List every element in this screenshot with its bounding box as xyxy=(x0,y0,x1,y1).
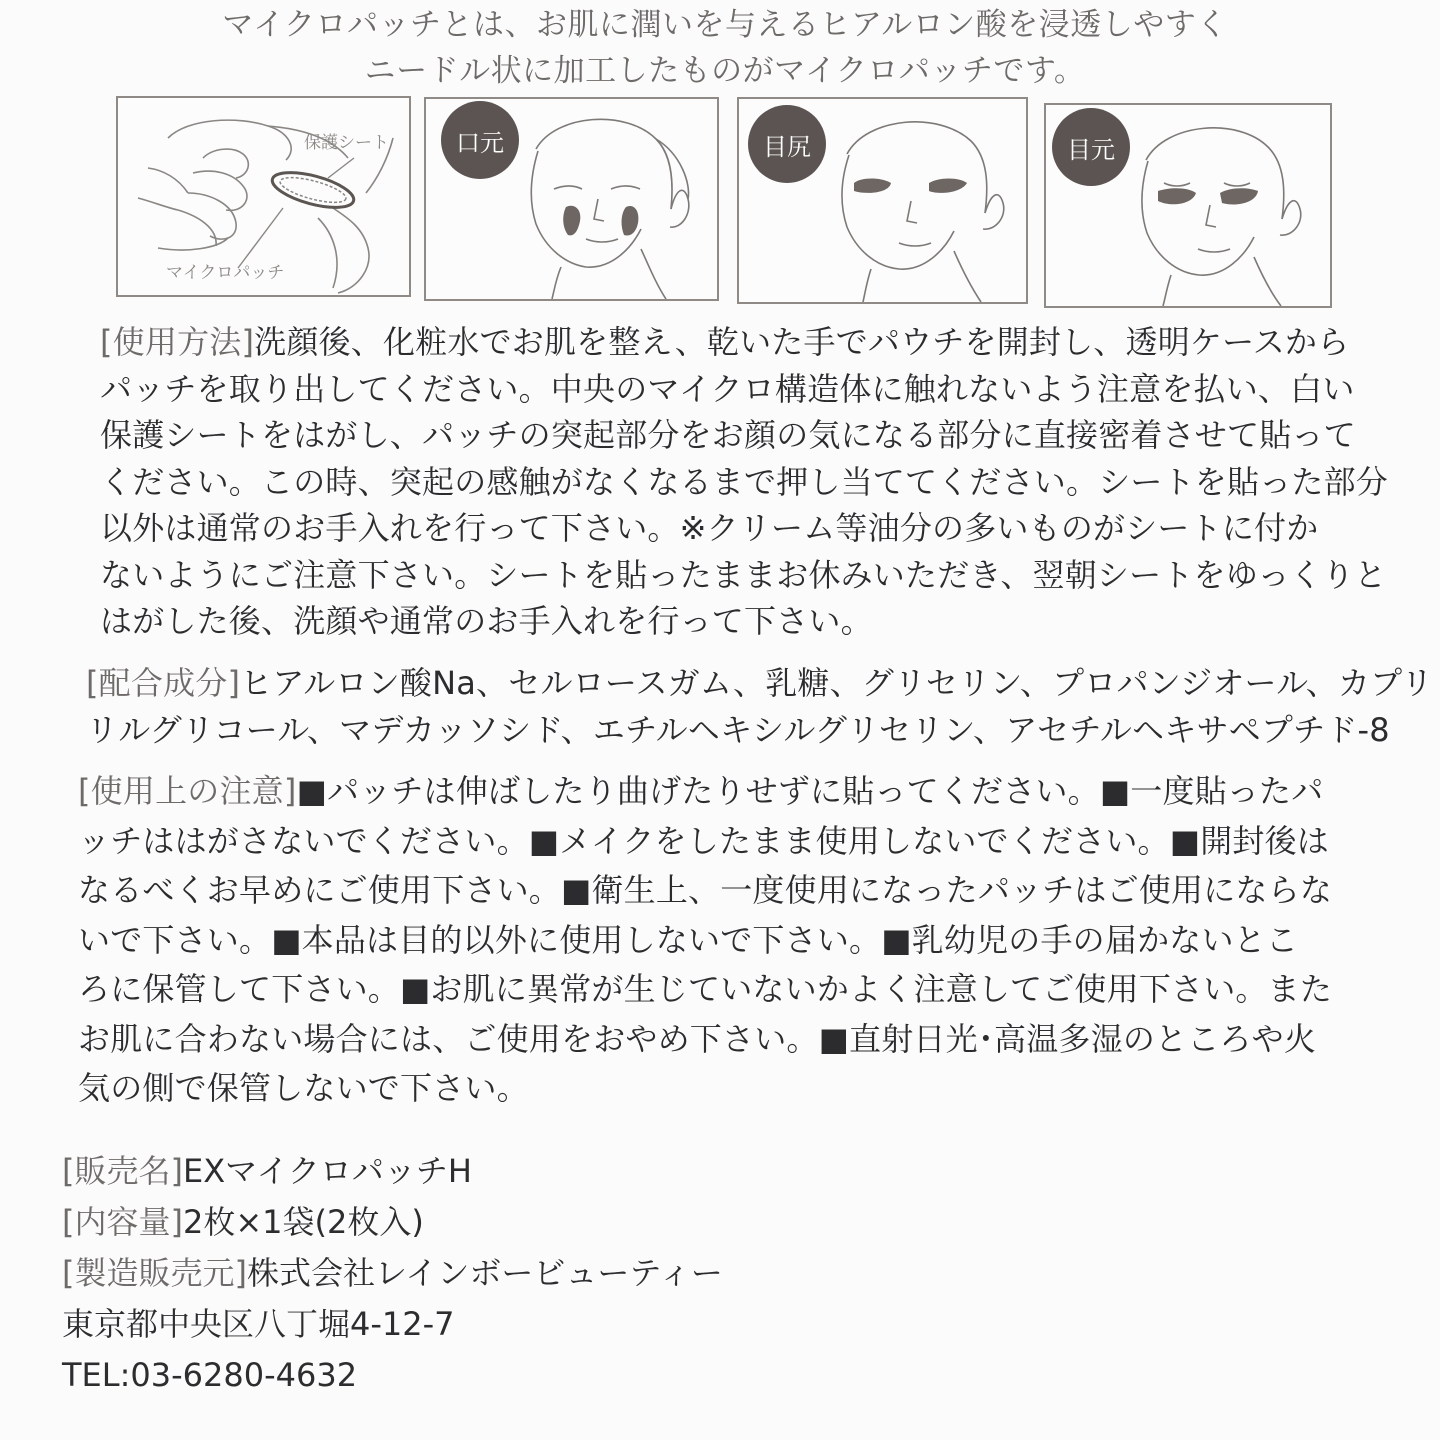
cautions-line: なるべくお早めにご使用下さい。■衛生上、一度使用になったパッチはご使用にならな xyxy=(78,871,1333,909)
usage-directions xyxy=(100,319,1389,645)
panel-eye-corner-area xyxy=(737,97,1028,304)
usage-line: はがした後、洗顔や通常のお手入れを行って下さい。 xyxy=(100,602,873,640)
panel-under-eye-area xyxy=(1044,103,1332,308)
cautions-heading: [使用上の注意] xyxy=(78,772,297,810)
ingredients-heading: [配合成分] xyxy=(86,664,241,702)
maker-address: 東京都中央区八丁堀4-12-7 xyxy=(62,1305,455,1343)
usage-line: 以外は通常のお手入れを行って下さい。※クリーム等油分の多いものがシートに付か xyxy=(100,509,1319,547)
product-info xyxy=(62,1146,723,1401)
ingredients-section xyxy=(86,660,1434,753)
product-name: EXマイクロパッチH xyxy=(182,1152,472,1190)
cautions-section xyxy=(78,767,1378,1114)
mouth-badge: 口元 xyxy=(441,101,519,179)
usage-line: 保護シートをはがし、パッチの突起部分をお顔の気になる部分に直接密着させて貼って xyxy=(100,416,1356,454)
cautions-line: ッチははがさないでください。■メイクをしたまま使用しないでください。■開封後は xyxy=(78,821,1329,860)
usage-line: パッチを取り出してください。中央のマイクロ構造体に触れないよう注意を払い、白い xyxy=(100,369,1355,408)
panel-application-diagram xyxy=(116,96,411,297)
maker-name: 株式会社レインボービューティー xyxy=(246,1254,723,1292)
cautions-line: いで下さい。■本品は目的以外に使用しないで下さい。■乳幼児の手の届かないとこ xyxy=(78,920,1299,959)
intro-text xyxy=(160,2,1290,94)
intro-line: マイクロパッチとは、お肌に潤いを与えるヒアルロン酸を浸透しやすく xyxy=(222,7,1228,43)
content-amount: 2枚×1袋(2枚入) xyxy=(182,1203,424,1241)
cautions-line: ろに保管して下さい。■お肌に異常が生じていないかよく注意してご使用下さい。また xyxy=(78,970,1333,1008)
usage-line: 洗顔後、化粧水でお肌を整え、乾いた手でパウチを開封し、透明ケースから xyxy=(254,323,1350,361)
cautions-line: お肌に合わない場合には、ご使用をおやめ下さい。■直射日光･高温多湿のところや火 xyxy=(78,1019,1317,1058)
usage-line: ください。この時、突起の感触がなくなるまで押し当ててください。シートを貼った部分 xyxy=(100,462,1389,501)
maker-phone: TEL:03-6280-4632 xyxy=(62,1356,358,1394)
usage-heading: [使用方法] xyxy=(100,323,255,361)
micro-patch-label: マイクロパッチ xyxy=(166,263,285,283)
product-name-label: [販売名] xyxy=(62,1152,183,1190)
under-eye-badge: 目元 xyxy=(1052,108,1130,186)
cautions-line: 気の側で保管しないで下さい。 xyxy=(78,1069,529,1107)
eye-corner-badge: 目尻 xyxy=(748,105,826,183)
intro-line: ニードル状に加工したものがマイクロパッチです。 xyxy=(364,53,1086,89)
panel-mouth-area xyxy=(424,97,719,301)
maker-label: [製造販売元] xyxy=(62,1254,247,1292)
cautions-line: ■パッチは伸ばしたり曲げたりせずに貼ってください。■一度貼ったパ xyxy=(296,772,1324,810)
ingredients-line: リルグリコール、マデカッソシド、エチルヘキシルグリセリン、アセチルヘキサペプチド-8 xyxy=(86,710,1390,749)
usage-line: ないようにご注意下さい。シートを貼ったままお休みいただき、翌朝シートをゆっくりと xyxy=(100,555,1387,594)
protective-sheet-label: 保護シート xyxy=(304,133,389,153)
ingredients-line: ヒアルロン酸Na、セルロースガム、乳糖、グリセリン、プロパンジオール、カプリ xyxy=(240,664,1434,702)
content-label: [内容量] xyxy=(62,1203,183,1241)
